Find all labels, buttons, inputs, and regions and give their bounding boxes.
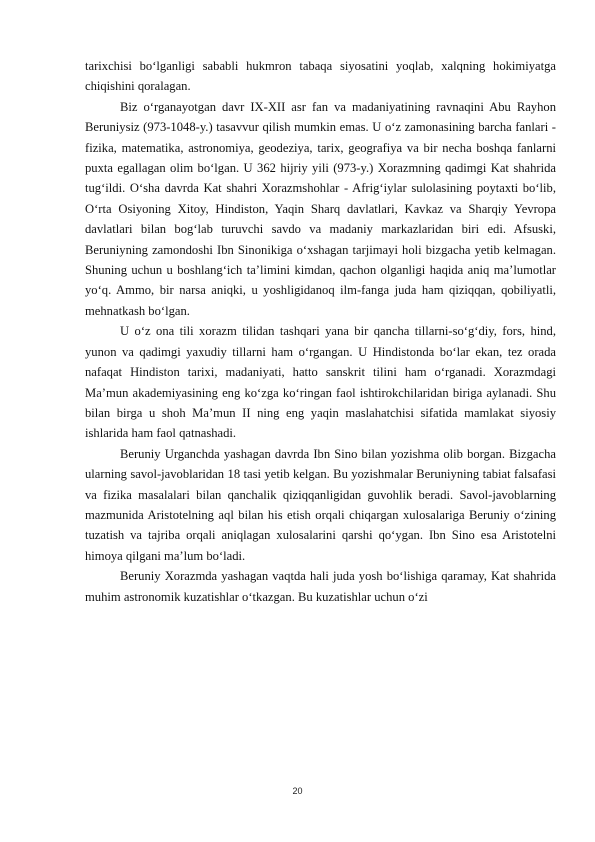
paragraph-beruniy-intro: Biz o‘rganayotgan davr IX-XII asr fan va madaniyatining ravnaqini Abu Rayhon Beruniysiz (973-1048-y.) tasavvur qilish mumkin emas. U o‘z zamonasining barcha fanlari - fizika, matematika, astronomiya, geodeziya, tarix, geografiya va bir necha boshqa fanlarni puxta egallagan olim bo‘lgan. U 362 hijriy yili (973-y.) Xorazmning qadimgi Kat shahrida tug‘ildi. O‘sha davrda Kat shahri Xorazmshohlar - Afrig‘iylar sulolasining poytaxti bo‘lib, O‘rta Osiyoning Xitoy, Hindiston, Yaqin Sharq davlatlari, Kavkaz va Sharqiy Yevropa davlatlari bilan bog‘lab turuvchi savdo va madaniy markazlaridan biri edi. Afsuski, Beruniyning zamondoshi Ibn Sinonikiga o‘xshagan tarjimayi holi bizgacha yetib kelmagan. Shuning uchun u boshlang‘ich ta’limini kimdan, qachon olganligi haqida aniq ma’lumotlar yo‘q. Ammo, bir narsa aniqki, u yoshligidanoq ilm-fanga juda ham qiziqqan, qobiliyatli, mehnatkash bo‘lgan. bbox=[85, 99, 556, 318]
paragraph-languages: U o‘z ona tili xorazm tilidan tashqari yana bir qancha tillarni-so‘g‘diy, fors, hind, yunon va qadimgi yaxudiy tillarni ham o‘rgangan. U Hindistonda bo‘lar ekan, tez orada nafaqat Hindiston tarixi, madaniyati, hatto sanskrit tilini ham o‘rganadi. Xorazmdagi Ma’mun akademiyasining eng ko‘zga ko‘ringan faol ishtirokchilaridan biriga aylanadi. Shu bilan birga u shoh Ma’mun II ning eng yaqin maslahatchisi sifatida mamlakat siyosiy ishlarida ham faol qatnashadi. bbox=[85, 324, 556, 441]
body-text bbox=[85, 56, 556, 607]
paragraph-continuation: tarixchisi bo‘lganligi sababli hukmron tabaqa siyosatini yoqlab, xalqning hokimiyatga chiqishini qoralagan. bbox=[85, 59, 556, 94]
paragraph-observations: Beruniy Xorazmda yashagan vaqtda hali juda yosh bo‘lishiga qaramay, Kat shahrida muhim astronomik kuzatishlar o‘tkazgan. Bu kuzatishlar uchun o‘zi bbox=[85, 569, 556, 604]
paragraph-correspondence: Beruniy Urganchda yashagan davrda Ibn Sino bilan yozishma olib borgan. Bizgacha ularning savol-javoblaridan 18 tasi yetib kelgan. Bu yozishmalar Beruniyning tabiat falsafasi va fizika masalalari bilan qanchalik qiziqqanligidan guvohlik beradi. Savol-javoblarning mazmunida Aristotelning aql bilan his etish orqali chiqargan xulosalariga Beruniy o‘zining tuzatish va tajriba orqali aniqlagan xulosalarini qarshi qo‘ygan. Ibn Sino esa Aristotelni himoya qilgani ma’lum bo‘ladi. bbox=[85, 446, 556, 563]
page-number: 20 bbox=[292, 786, 303, 796]
